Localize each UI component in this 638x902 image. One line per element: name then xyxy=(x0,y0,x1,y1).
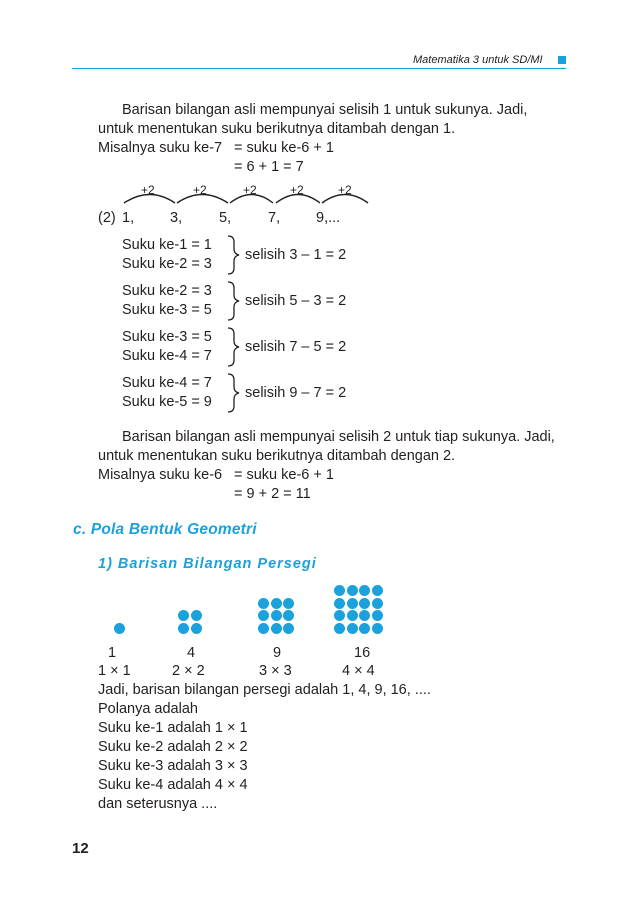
square-3-dot xyxy=(271,598,282,609)
pattern-line-3: Suku ke-3 adalah 3 × 3 xyxy=(98,758,248,774)
pair-4-term-b: Suku ke-5 = 9 xyxy=(122,394,212,410)
square-4-dot xyxy=(347,598,358,609)
square-3-dot xyxy=(283,598,294,609)
pair-1-term-b: Suku ke-2 = 3 xyxy=(122,256,212,272)
square-4-dot xyxy=(372,598,383,609)
pair-3-term-a: Suku ke-3 = 5 xyxy=(122,329,212,345)
header-rule xyxy=(72,68,566,69)
pair-2-difference: selisih 5 – 3 = 2 xyxy=(245,293,347,309)
square-4-dot xyxy=(347,623,358,634)
pattern-line-5: dan seterusnya .... xyxy=(98,796,218,812)
example-2-number: (2) xyxy=(98,210,116,226)
example-2-equation-2: = 9 + 2 = 11 xyxy=(234,486,311,502)
arc-label-4: +2 xyxy=(290,183,304,197)
square-expr-3: 3 × 3 xyxy=(259,663,292,679)
pattern-line-1: Suku ke-1 adalah 1 × 1 xyxy=(98,720,248,736)
square-3-dot xyxy=(258,610,269,621)
example-1-equation-2: = 6 + 1 = 7 xyxy=(234,159,304,175)
pair-4-term-a: Suku ke-4 = 7 xyxy=(122,375,212,391)
square-expr-4: 4 × 4 xyxy=(342,663,375,679)
pair-braces xyxy=(0,0,20,200)
square-value-4: 16 xyxy=(354,645,371,661)
sequence-arcs xyxy=(0,0,300,30)
square-4-dot xyxy=(359,610,370,621)
square-4-dot xyxy=(359,623,370,634)
square-4-dot xyxy=(334,585,345,596)
example-1-equation-1: = suku ke-6 + 1 xyxy=(234,140,334,156)
paragraph-2-line-2: untuk menentukan suku berikutnya ditambah dengan 2. xyxy=(98,448,456,464)
sequence-term-1: 1, xyxy=(122,210,135,226)
sequence-term-3: 5, xyxy=(219,210,232,226)
square-4-dot xyxy=(334,623,345,634)
pair-3-term-b: Suku ke-4 = 7 xyxy=(122,348,212,364)
square-expr-2: 2 × 2 xyxy=(172,663,205,679)
brace-2 xyxy=(228,282,239,320)
square-4-dot xyxy=(372,585,383,596)
square-2-dot xyxy=(178,623,189,634)
pair-1-difference: selisih 3 – 1 = 2 xyxy=(245,247,347,263)
subsection-1-title: 1) Barisan Bilangan Persegi xyxy=(98,556,317,572)
square-4-dot xyxy=(372,610,383,621)
example-2-label: Misalnya suku ke-6 xyxy=(98,467,223,483)
square-3-dot xyxy=(283,610,294,621)
square-4-dot xyxy=(334,610,345,621)
square-2-dot xyxy=(191,623,202,634)
sequence-term-2: 3, xyxy=(170,210,183,226)
pattern-label: Polanya adalah xyxy=(98,701,198,717)
example-1-label: Misalnya suku ke-7 xyxy=(98,140,223,156)
section-c-title: c. Pola Bentuk Geometri xyxy=(73,521,257,538)
paragraph-1-line-1: Barisan bilangan asli mempunyai selisih 1 untuk sukunya. Jadi, xyxy=(122,102,528,118)
pair-2-term-a: Suku ke-2 = 3 xyxy=(122,283,212,299)
square-3-dot xyxy=(271,623,282,634)
header-square-icon xyxy=(558,56,566,64)
brace-4 xyxy=(228,374,239,412)
brace-1 xyxy=(228,236,239,274)
arc-label-5: +2 xyxy=(338,183,352,197)
square-3-dot xyxy=(258,623,269,634)
paragraph-2-line-1: Barisan bilangan asli mempunyai selisih 2 untuk tiap sukunya. Jadi, xyxy=(122,429,555,445)
pair-2-term-b: Suku ke-3 = 5 xyxy=(122,302,212,318)
square-expr-1: 1 × 1 xyxy=(98,663,131,679)
arc-label-2: +2 xyxy=(193,183,207,197)
square-3-dot xyxy=(258,598,269,609)
pair-4-difference: selisih 9 – 7 = 2 xyxy=(245,385,347,401)
arc-label-3: +2 xyxy=(243,183,257,197)
square-3-dot xyxy=(283,623,294,634)
sequence-term-5: 9,... xyxy=(316,210,341,226)
square-value-1: 1 xyxy=(108,645,117,661)
square-4-dot xyxy=(372,623,383,634)
conclusion-text: Jadi, barisan bilangan persegi adalah 1, 4, 9, 16, .... xyxy=(98,682,431,698)
arc-label-1: +2 xyxy=(141,183,155,197)
square-3-dot xyxy=(271,610,282,621)
pattern-line-4: Suku ke-4 adalah 4 × 4 xyxy=(98,777,248,793)
example-2-equation-1: = suku ke-6 + 1 xyxy=(234,467,334,483)
pattern-line-2: Suku ke-2 adalah 2 × 2 xyxy=(98,739,248,755)
page-number: 12 xyxy=(72,840,89,857)
pair-3-difference: selisih 7 – 5 = 2 xyxy=(245,339,347,355)
square-4-dot xyxy=(347,610,358,621)
square-4-dot xyxy=(359,585,370,596)
sequence-term-4: 7, xyxy=(268,210,281,226)
square-2-dot xyxy=(178,610,189,621)
square-2-dot xyxy=(191,610,202,621)
pair-1-term-a: Suku ke-1 = 1 xyxy=(122,237,212,253)
square-4-dot xyxy=(334,598,345,609)
square-1-dot xyxy=(114,623,125,634)
square-value-2: 4 xyxy=(187,645,196,661)
paragraph-1-line-2: untuk menentukan suku berikutnya ditambah dengan 1. xyxy=(98,121,456,137)
square-value-3: 9 xyxy=(273,645,282,661)
running-header: Matematika 3 untuk SD/MI xyxy=(413,54,543,66)
square-4-dot xyxy=(359,598,370,609)
brace-3 xyxy=(228,328,239,366)
square-4-dot xyxy=(347,585,358,596)
